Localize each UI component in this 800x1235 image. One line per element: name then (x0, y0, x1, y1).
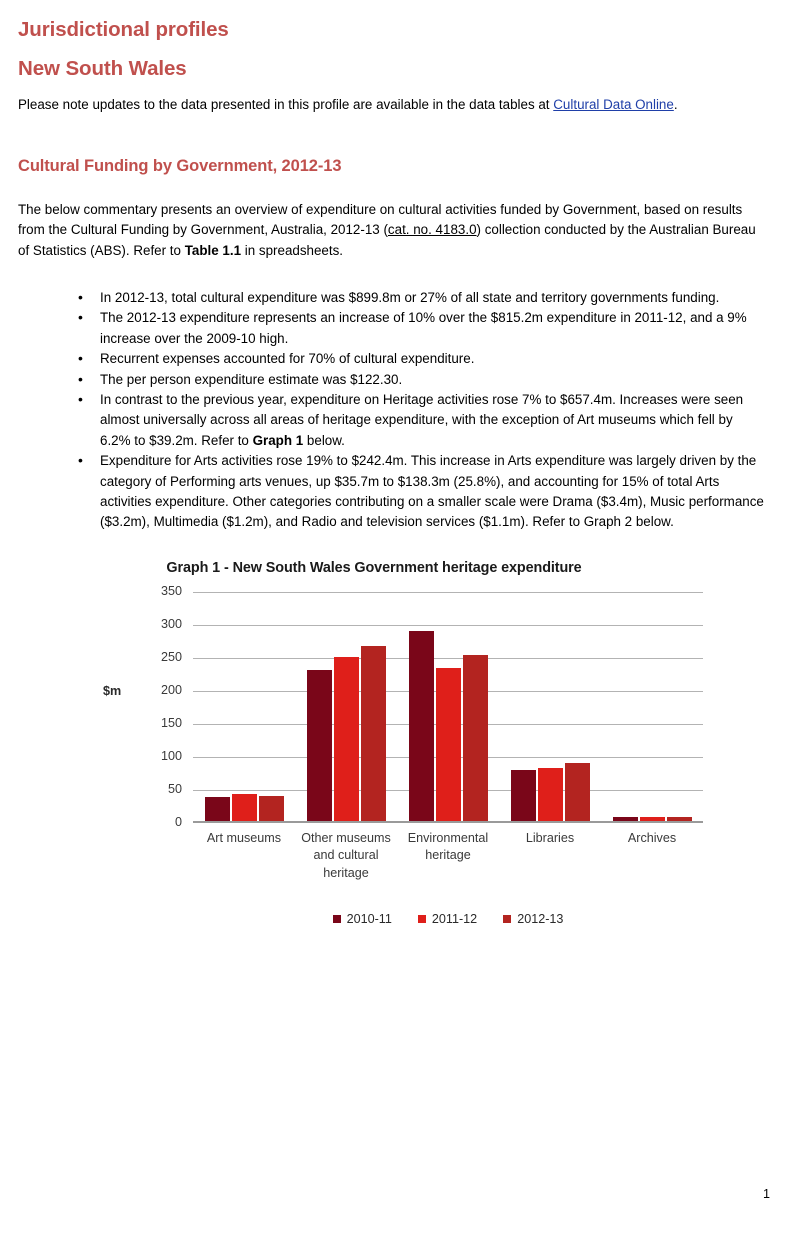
x-axis-tick-label: Other museums and cultural heritage (301, 830, 391, 880)
chart-bar (511, 770, 536, 821)
chart-bar (409, 631, 434, 821)
legend-item (333, 912, 392, 926)
table-reference: Table 1.1 (184, 242, 242, 258)
chart-bar (463, 655, 488, 821)
y-axis-tick-label: 150 (160, 715, 182, 730)
lede-text-part-1: The below commentary presents an overview of expenditure on cultural activities funded by Government, based on results from the Cultural Funding by Government, Australia, 2012-13 ( (18, 201, 743, 237)
chart-bar (613, 817, 638, 822)
y-axis-tick-label: 0 (174, 814, 182, 829)
graph-reference: Graph 1 (252, 432, 304, 448)
legend-item (503, 912, 563, 926)
page-subtitle: New South Wales (18, 57, 187, 80)
catalogue-number: cat. no. 4183.0 (387, 222, 477, 237)
x-axis-tick-label: Archives (627, 830, 677, 845)
chart-bar (640, 817, 665, 821)
chart-bar (232, 794, 257, 822)
intro-text-after-link: . (673, 97, 678, 112)
bullet-text: Expenditure for Arts activities rose 19% to $242.4m. This increase in Arts expenditure was largely driven by the category of Performing arts venues, up $35.7m to $138.3m (25.8%), and accounting for 15% of total Arts activities expenditure. Other categories contributing on a smaller scale were Drama ($3.4m), Music performance ($3.2m), Multimedia ($1.2m), and Radio and television services ($1.1m). Refer to Graph 2 below. (100, 453, 764, 530)
bullet-text: The 2012-13 expenditure represents an increase of 10% over the $815.2m expenditure in 2011-12, and a 9% increase over the 2009-10 high. (100, 310, 747, 346)
chart-bar (307, 670, 332, 821)
y-axis-tick-label: 350 (160, 583, 182, 598)
bar-group (193, 592, 295, 821)
chart-bar-groups (193, 592, 703, 821)
x-axis-tick-label: Environmental heritage (407, 830, 489, 863)
chart-bar (667, 817, 692, 822)
legend-swatch-icon (503, 915, 511, 923)
chart-bar (259, 796, 284, 822)
chart-bar (436, 668, 461, 822)
section-heading: Cultural Funding by Government, 2012-13 (18, 156, 342, 175)
y-axis-tick-label: 200 (160, 682, 182, 697)
legend-item (418, 912, 477, 926)
list-item (78, 288, 766, 308)
list-item (78, 451, 766, 533)
heritage-expenditure-chart (18, 560, 718, 950)
chart-bar (538, 768, 563, 821)
chart-legend (193, 912, 703, 926)
y-axis-tick-label: 300 (160, 616, 182, 631)
intro-text-before-link: Please note updates to the data presented in this profile are available in the data tables at (18, 97, 554, 112)
chart-baseline (193, 821, 703, 823)
list-item (78, 370, 766, 390)
x-axis-tick-label: Libraries (525, 830, 575, 845)
chart-plot-area (193, 592, 703, 823)
section-lede (18, 200, 766, 262)
bullet-text-part-1: In contrast to the previous year, expenditure on Heritage activities rose 7% to $657.4m. Increases were seen almost universally across all areas of heritage expenditure, with the exception of Art museums which fell by 6.2% to $39.2m. Refer to (100, 392, 744, 448)
y-axis-tick-label: 100 (160, 748, 182, 763)
page-title: Jurisdictional profiles (18, 18, 229, 41)
x-axis-labels (193, 830, 703, 883)
lede-text-part-3: in spreadsheets. (241, 242, 344, 258)
lede-text-part-2: ) collection conducted by the Australian Bureau of Statistics (ABS). Refer to (18, 222, 756, 258)
legend-label: 2010-11 (346, 911, 392, 926)
bullet-text-part-2: below. (303, 432, 345, 448)
legend-swatch-icon (333, 915, 341, 923)
y-axis-label: $m (103, 683, 122, 698)
bar-group (601, 592, 703, 821)
y-axis-tick-label: 250 (160, 649, 182, 664)
legend-swatch-icon (418, 915, 426, 923)
list-item (78, 390, 766, 451)
chart-plot-wrapper (18, 583, 718, 926)
legend-label: 2012-13 (517, 911, 564, 926)
list-item (78, 308, 766, 349)
list-item (78, 349, 766, 369)
chart-title: Graph 1 - New South Wales Government heritage expenditure (166, 559, 582, 576)
bar-group (397, 592, 499, 821)
intro-paragraph (18, 95, 766, 116)
legend-label: 2011-12 (431, 911, 478, 926)
cultural-data-online-link[interactable]: Cultural Data Online (553, 97, 674, 112)
bar-group (499, 592, 601, 821)
key-findings-list (18, 288, 766, 533)
x-axis-tick-label: Art museums (206, 830, 282, 845)
bullet-text: The per person expenditure estimate was $122.30. (100, 371, 403, 387)
bar-group (295, 592, 397, 821)
chart-bar (205, 797, 230, 821)
bullet-text: In 2012-13, total cultural expenditure was $899.8m or 27% of all state and territory governments funding. (100, 290, 720, 305)
chart-bar (565, 763, 590, 821)
chart-bar (361, 646, 386, 822)
y-axis-tick-label: 50 (167, 781, 182, 796)
page-number: 1 (762, 1187, 770, 1201)
bullet-text: Recurrent expenses accounted for 70% of cultural expenditure. (100, 351, 475, 367)
chart-bar (334, 657, 359, 821)
